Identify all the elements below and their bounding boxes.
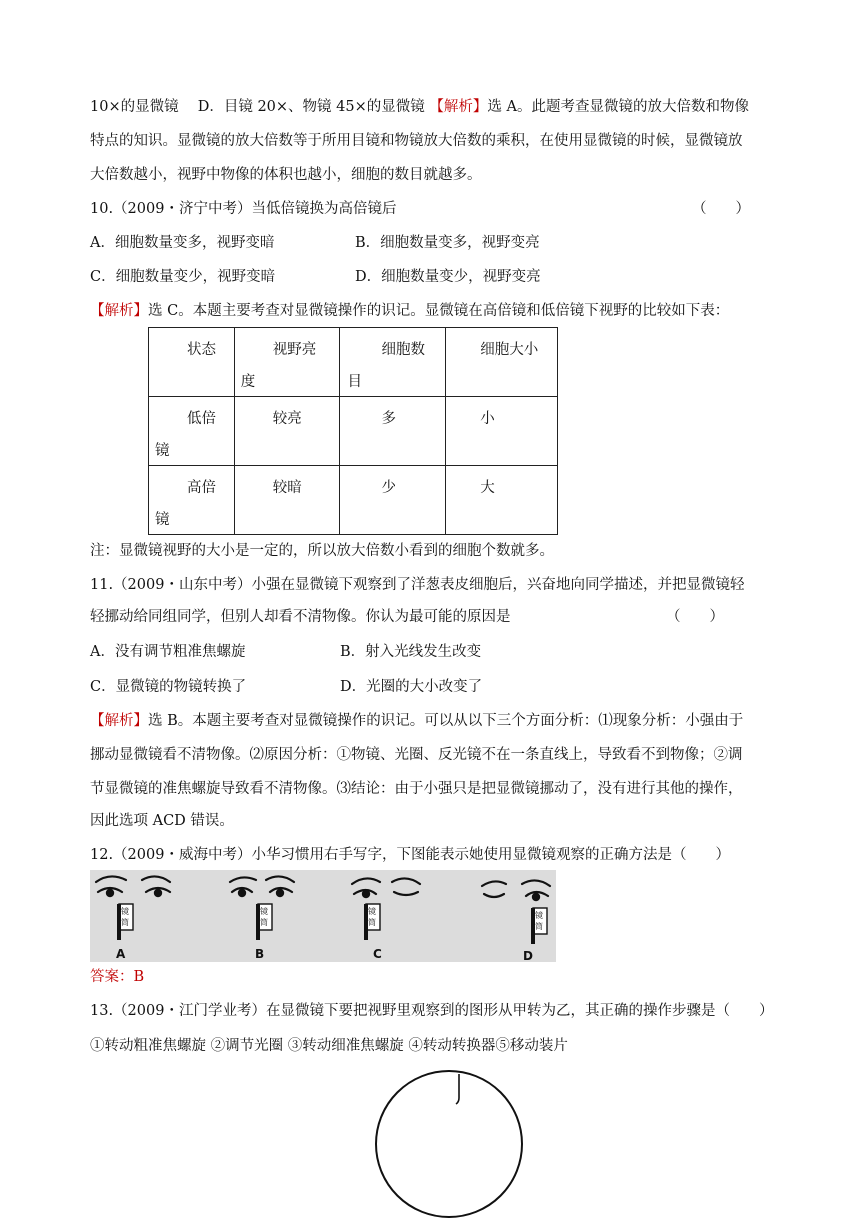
q11-option-c: C．显微镜的物镜转换了 (90, 679, 247, 695)
q10-option-a: A．细胞数量变多，视野变暗 (90, 235, 275, 251)
table-header-row (149, 328, 558, 397)
tube-label: 镜 (121, 907, 129, 916)
table-header-cell-part1: 细胞数 (381, 342, 426, 358)
figure-option-label: A (116, 947, 126, 961)
q10-answer-blank: （ ） (692, 201, 750, 217)
q11-answer-blank: （ ） (666, 609, 724, 625)
table-header-cell: 细胞大小 (480, 342, 539, 358)
q9-analysis-line-3: 大倍数越小，视野中物像的体积也越小，细胞的数目就越多。 (90, 167, 482, 183)
q13-stem: 13.（2009・江门学业考）在显微镜下要把视野里观察到的图形从甲转为乙，其正确的操作步骤是（ ） (90, 1003, 774, 1019)
q11-option-a: A．没有调节粗准焦螺旋 (90, 644, 246, 660)
q10-option-b: B．细胞数量变多，视野变亮 (355, 235, 540, 251)
q10-analysis-text: 选 C。本题主要考查对显微镜操作的识记。显微镜在高倍镜和低倍镜下视野的比较如下表： (148, 303, 730, 319)
q13-steps: ①转动粗准焦螺旋 ②调节光圈 ③转动细准焦螺旋 ④转动转换器⑤移动装片 (90, 1038, 568, 1054)
microscope-eyes-illustration (90, 870, 556, 962)
table-cell: 多 (381, 411, 397, 427)
q11-analysis-text: 选 B。本题主要考查对显微镜操作的识记。可以从以下三个方面分析：⑴现象分析：小强由于 (148, 713, 744, 729)
table-cell-part1: 高倍 (187, 480, 216, 496)
table-cell: 大 (480, 480, 495, 496)
figure-option-label: D (523, 949, 533, 962)
q9-analysis-line-2: 特点的知识。显微镜的放大倍数等于所用目镜和物镜放大倍数的乘积，在使用显微镜的时候，显微镜放 (90, 133, 743, 149)
q11-analysis-line-4: 因此选项 ACD 错误。 (90, 813, 234, 829)
tube-label: 镜 (260, 907, 268, 916)
svg-text:筒: 筒 (260, 918, 268, 927)
figure-option-label: B (255, 947, 265, 961)
table-row (149, 397, 558, 466)
magnification-comparison-table (148, 327, 558, 535)
q10-analysis (90, 301, 729, 321)
table-header-cell: 状态 (187, 342, 216, 358)
table-cell-part2: 镜 (155, 443, 170, 459)
q12-answer: 答案：B (90, 969, 145, 985)
table-cell: 小 (480, 411, 495, 427)
q12-stem: 12.（2009・威海中考）小华习惯用右手写字，下图能表示她使用显微镜观察的正确方法是（ ） (90, 847, 730, 863)
figure-option-label: C (373, 947, 382, 961)
field-of-view-circle (375, 1070, 523, 1218)
q10-stem: 10.（2009・济宁中考）当低倍镜换为高倍镜后 (90, 201, 397, 217)
table-cell: 较暗 (272, 480, 302, 496)
svg-text:筒: 筒 (121, 918, 129, 927)
microscope-eyes-figure (90, 870, 556, 962)
q9-tail-line (90, 97, 749, 117)
table-cell: 较亮 (272, 411, 302, 427)
table-row (149, 466, 558, 535)
svg-text:筒: 筒 (535, 922, 543, 931)
q11-stem-line-1: 11.（2009・山东中考）小强在显微镜下观察到了洋葱表皮细胞后，兴奋地向同学描述，并把显微镜轻 (90, 577, 745, 593)
tube-label: 镜 (535, 911, 543, 920)
specimen-mark (377, 1072, 521, 1216)
tube-label: 镜 (368, 907, 376, 916)
analysis-tag: 【解析】 (90, 713, 148, 729)
analysis-tag: 【解析】 (90, 303, 148, 319)
table-cell: 少 (381, 480, 397, 496)
q10-option-d: D．细胞数量变少，视野变亮 (355, 269, 541, 285)
q11-option-d: D．光圈的大小改变了 (340, 679, 483, 695)
q10-option-c: C．细胞数量变少，视野变暗 (90, 269, 276, 285)
q11-analysis-line-1 (90, 711, 743, 731)
table-note: 注：显微镜视野的大小是一定的，所以放大倍数小看到的细胞个数就多。 (90, 543, 554, 559)
analysis-tag: 【解析】 (429, 99, 488, 115)
table-header-cell-part1: 视野亮 (272, 342, 317, 358)
table-cell-part2: 镜 (155, 512, 170, 528)
q11-analysis-line-2: 挪动显微镜看不清物像。⑵原因分析：①物镜、光圈、反光镜不在一条直线上，导致看不到物像；②调 (90, 747, 743, 763)
table-header-cell-part2: 度 (240, 374, 256, 390)
table-header-cell-part2: 目 (347, 374, 363, 390)
q11-option-b: B．射入光线发生改变 (340, 644, 482, 660)
q11-analysis-line-3: 节显微镜的准焦螺旋导致看不清物像。⑶结论：由于小强只是把显微镜挪动了，没有进行其他的操作， (90, 781, 743, 797)
table-cell-part1: 低倍 (187, 411, 216, 427)
q9-option-text: 10×的显微镜 D．目镜 20×、物镜 45×的显微镜 (90, 99, 425, 115)
q11-stem-line-2: 轻挪动给同组同学，但别人却看不清物像。你认为最可能的原因是 (90, 609, 511, 625)
svg-text:筒: 筒 (368, 918, 376, 927)
q9-analysis-text: 选 A。此题考查显微镜的放大倍数和物像 (487, 99, 749, 115)
